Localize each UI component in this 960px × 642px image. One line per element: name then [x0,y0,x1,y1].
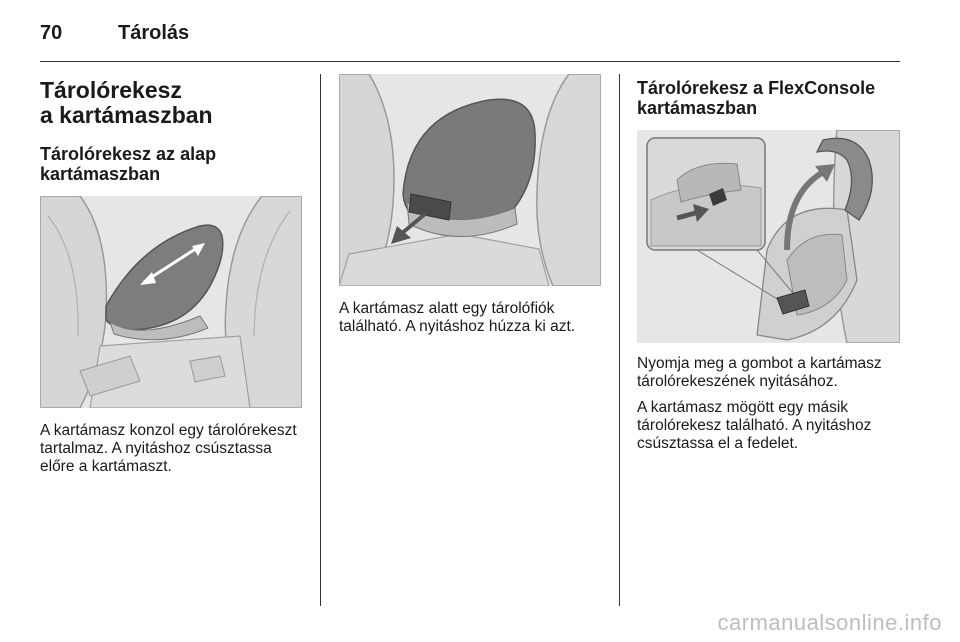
basic-armrest-description: A kartámasz konzol egy tárolórekeszt tartalmaz. A nyitáshoz csúsztassa előre a kartámaszt. [40,422,297,475]
flexconsole-button-description: Nyomja meg a gombot a kartámasz tárolórekeszének nyitásához. [637,355,882,390]
armrest-drawer-illustration [339,74,601,286]
column-divider-right [619,74,620,606]
page-number: 70 [40,22,63,44]
subsection-title-line1: Tárolórekesz a FlexConsole [637,78,876,98]
column-divider-left [320,74,321,606]
chapter-title: Tárolás [118,22,190,44]
site-watermark: carmanualsonline.info [717,610,942,635]
middle-column [339,74,604,336]
section-title [40,78,305,128]
header-divider [40,61,900,62]
subsection-title-flexconsole [637,78,902,118]
section-title-line1: Tárolórekesz [40,77,182,103]
right-column [637,74,902,453]
armrest-slide-illustration [40,196,302,408]
flexconsole-lid-description: A kartámasz mögött egy másik tárolórekesz található. A nyitáshoz csúsztassa el a fedelet. [637,399,872,452]
subsection-title-line2: kartámaszban [637,98,758,118]
subsection-title-basic-armrest [40,144,305,184]
section-title-line2: a kartámaszban [40,102,213,128]
subsection-title-line2: kartámaszban [40,164,161,184]
left-column [40,74,305,476]
subsection-title-line1: Tárolórekesz az alap [40,144,217,164]
flexconsole-illustration [637,130,900,343]
drawer-description: A kartámasz alatt egy tárolófiók található. A nyitáshoz húzza ki azt. [339,300,576,335]
